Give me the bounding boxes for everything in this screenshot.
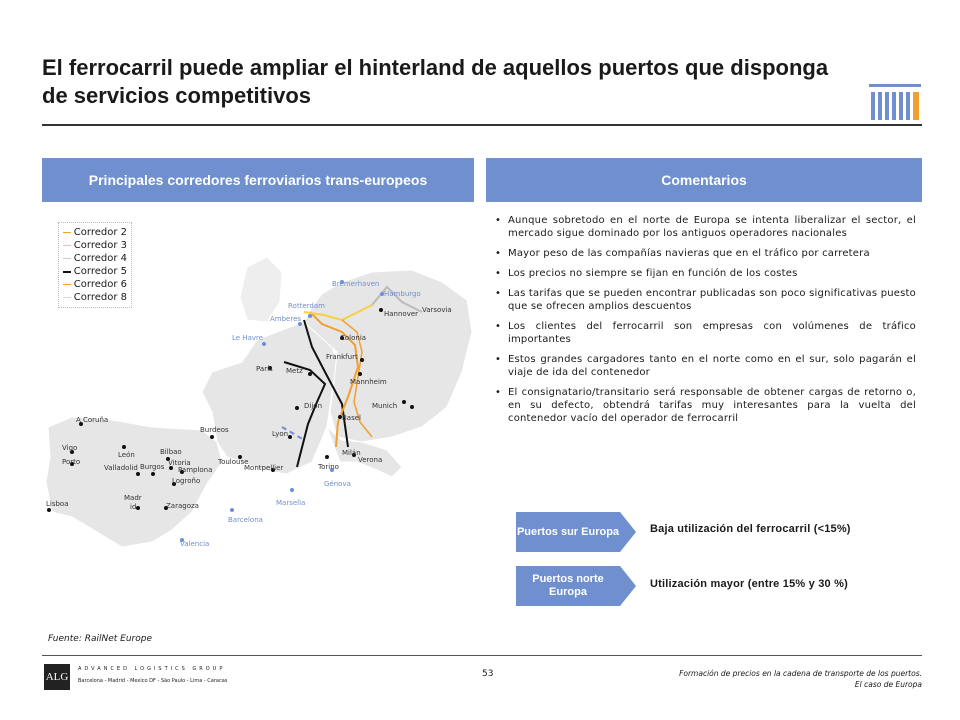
city-label-vitoria: Vitoria [168, 459, 191, 467]
comments-list [506, 214, 916, 432]
legend-label: Corredor 3 [73, 240, 127, 251]
title-divider [42, 124, 922, 126]
city-label-munich: Munich [372, 402, 398, 410]
france-landmass [202, 322, 337, 474]
map-section-header: Principales corredores ferroviarios trans-europeos [42, 158, 474, 202]
footer-doc-line-2: El caso de Europa [854, 680, 922, 689]
city-label-coruna: A Coruña [76, 416, 109, 424]
city-label-madrid-1: Madr [124, 494, 142, 502]
comment-item: • El consignatario/transitario será responsable de obtener cargas de retorno o, en su defecto, obtendrá tarifas muy interesantes para la vuelta del contenedor vacío del operador de ferrocarril [506, 386, 916, 425]
comment-item: • Mayor peso de las compañías navieras que en el tráfico por carretera [506, 247, 916, 260]
legend-swatch [63, 297, 71, 298]
ports-south-label: Puertos sur Europa [516, 525, 620, 538]
legend-label: Corredor 2 [73, 227, 127, 238]
port-label-genova: Génova [324, 480, 351, 488]
city-label-colonia: Colonia [340, 334, 367, 342]
city-label-madrid-2: id [130, 503, 137, 511]
city-label-porto: Porto [62, 458, 81, 466]
ports-south-arrow [516, 512, 636, 552]
port-label-barcelona: Barcelona [228, 516, 263, 524]
city-label-lisboa: Lisboa [46, 500, 69, 508]
city-label-verona: Verona [358, 456, 383, 464]
city-label-vigo: Vigo [62, 444, 78, 452]
logo-bars-icon [869, 84, 921, 120]
city-label-burgos: Burgos [140, 463, 165, 471]
legend-item-corridor-3 [63, 239, 127, 252]
page-title: El ferrocarril puede ampliar el hinterland de aquellos puertos que disponga de servicios competitivos [42, 55, 829, 108]
city-label-hannover: Hannover [384, 310, 419, 318]
legend-swatch [63, 245, 71, 246]
port-label-hamburgo: Hamburgo [384, 290, 421, 298]
legend-item-corridor-2 [63, 226, 127, 239]
footer-document-title [679, 668, 922, 690]
legend-swatch [63, 271, 71, 273]
city-label-logrono: Logroño [172, 477, 201, 485]
city-label-zaragoza: Zaragoza [166, 502, 199, 510]
port-label-marsella: Marsella [276, 499, 306, 507]
uk-landmass [240, 257, 282, 322]
footer-doc-line-1: Formación de precios en la cadena de transporte de los puertos. [679, 669, 922, 678]
port-label-rotterdam: Rotterdam [288, 302, 325, 310]
city-label-torino: Torino [318, 463, 339, 471]
ports-north-label: Puertos norte Europa [532, 573, 604, 598]
port-label-le-havre: Le Havre [232, 334, 264, 342]
comment-item: • Aunque sobretodo en el norte de Europa se intenta liberalizar el sector, el mercado sigue dominado por los antiguos operadores nacionales [506, 214, 916, 240]
comment-item: • Las tarifas que se pueden encontrar publicadas son poco significativas puesto que se ofrecen amplios descuentos [506, 287, 916, 313]
city-label-frankfurt: Frankfurt [326, 353, 358, 361]
city-label-toulouse: Toulouse [218, 458, 249, 466]
comment-item: • Los precios no siempre se fijan en función de los costes [506, 267, 916, 280]
city-label-metz: Metz [286, 367, 303, 375]
city-label-lyon: Lyon [272, 430, 289, 438]
comments-section-header: Comentarios [486, 158, 922, 202]
city-label-paris: París [256, 365, 273, 373]
legend-label: Corredor 8 [73, 292, 127, 303]
city-label-milan: Milán [342, 449, 361, 457]
legend-label: Corredor 4 [73, 253, 127, 264]
source-note: Fuente: RailNet Europe [48, 634, 152, 644]
footer-divider [42, 655, 922, 656]
legend-swatch [63, 258, 71, 259]
city-label-burdeos: Burdeos [200, 426, 229, 434]
legend-item-corridor-6 [63, 278, 127, 291]
city-label-valladolid: Valladolid [104, 464, 138, 472]
comment-item: • Estos grandes cargadores tanto en el norte como en el sur, solo pagarán el viaje de ida del contenedor [506, 353, 916, 379]
port-label-valencia: Valencia [180, 540, 210, 548]
city-label-pamplona: Pamplona [178, 466, 213, 474]
legend-label: Corredor 6 [73, 279, 127, 290]
city-label-varsovia: Varsovia [422, 306, 452, 314]
ports-south-description: Baja utilización del ferrocarril (<15%) [650, 523, 851, 535]
city-label-dijon: Dijon [304, 402, 322, 410]
legend-swatch [63, 284, 71, 285]
legend-swatch [63, 232, 71, 233]
city-label-montpellier: Montpellier [244, 464, 284, 472]
city-label-bilbao: Bilbao [160, 448, 182, 456]
port-label-bremerhaven: Bremerhaven [332, 280, 380, 288]
legend-item-corridor-5 [63, 265, 127, 278]
legend-item-corridor-4 [63, 252, 127, 265]
company-logo: ALG [44, 664, 70, 690]
corridor-legend [58, 222, 132, 308]
ports-north-description: Utilización mayor (entre 15% y 30 %) [650, 578, 848, 590]
city-label-basel: Basel [342, 414, 361, 422]
legend-label: Corredor 5 [73, 266, 127, 277]
city-label-mannheim: Mannheim [350, 378, 387, 386]
city-label-leon: León [118, 451, 135, 459]
footer-cities: Barcelona - Madrid - Mexico DF - São Paulo - Lima - Caracas [78, 678, 228, 684]
page-number: 53 [482, 669, 494, 679]
ports-north-arrow [516, 566, 636, 606]
comment-item: • Los clientes del ferrocarril son empresas con volúmenes de tráfico importantes [506, 320, 916, 346]
port-label-amberes: Amberes [270, 315, 302, 323]
footer-company-name: ADVANCED LOGISTICS GROUP [78, 666, 226, 672]
legend-item-corridor-8 [63, 291, 127, 304]
